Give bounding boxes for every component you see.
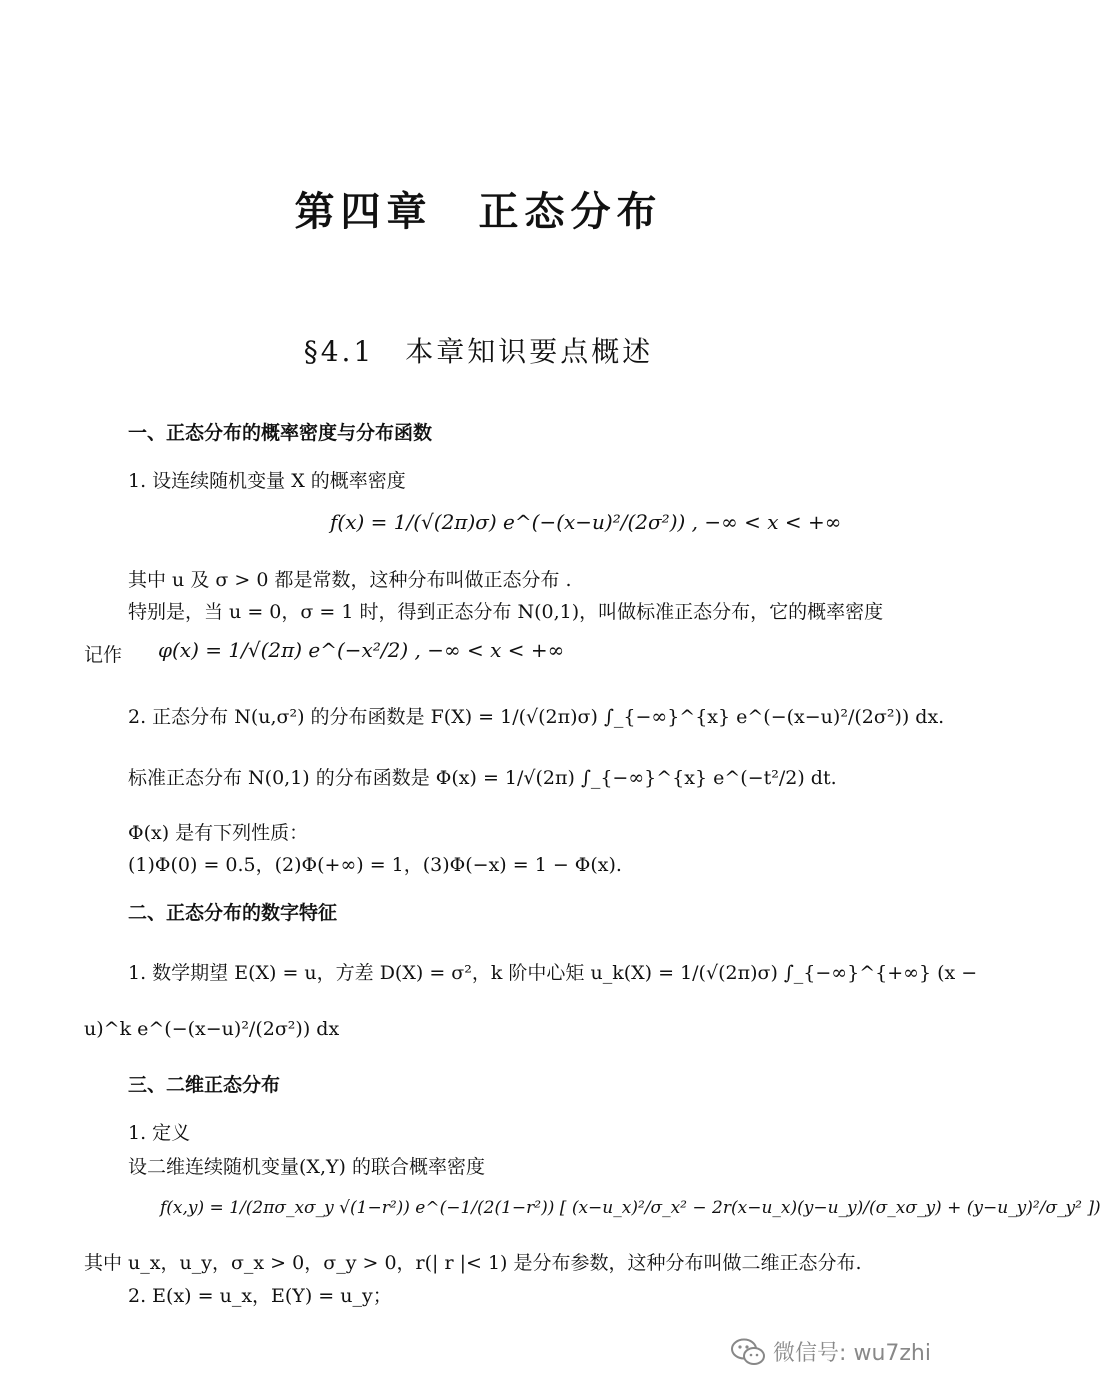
part2-item1-line2: u)^k e^(−(x−u)²/(2σ²)) dx — [84, 1018, 340, 1040]
std-cdf: 标准正态分布 N(0,1) 的分布函数是 Φ(x) = 1/√(2π) ∫_{−∞}^{x} e^(−t²/2) dt. — [128, 767, 837, 789]
part3-heading: 三、二维正态分布 — [128, 1074, 281, 1096]
std-density-formula: φ(x) = 1/√(2π) e^(−x²/2) , −∞ < x < +∞ — [158, 638, 565, 662]
watermark-text: 微信号: wu7zhi — [773, 1341, 931, 1366]
std-density-label: 记作 — [84, 644, 123, 666]
part2-item1-line1: 1. 数学期望 E(X) = u，方差 D(X) = σ²，k 阶中心矩 u_k(X) = 1/(√(2π)σ) ∫_{−∞}^{+∞} (x − — [128, 962, 978, 984]
properties-intro: Φ(x) 是有下列性质： — [128, 822, 309, 844]
part3-item2: 2. E(x) = u_x，E(Y) = u_y； — [128, 1285, 392, 1307]
wechat-icon — [731, 1338, 765, 1366]
part3-param-note: 其中 u_x，u_y，σ_x > 0，σ_y > 0，r(| r |< 1) 是分布参数，这种分布叫做二维正态分布. — [84, 1252, 862, 1274]
part1-item1-intro: 1. 设连续随机变量 X 的概率密度 — [128, 470, 406, 492]
section-title: §4.1 本章知识要点概述 — [303, 335, 654, 368]
part1-special-case: 特别是，当 u = 0，σ = 1 时，得到正态分布 N(0,1)，叫做标准正态分布，它的概率密度 — [128, 601, 884, 623]
part2-heading: 二、正态分布的数字特征 — [128, 902, 338, 924]
part1-param-note: 其中 u 及 σ > 0 都是常数，这种分布叫做正态分布 . — [128, 569, 572, 591]
watermark — [731, 1336, 931, 1367]
formula-density: f(x) = 1/(√(2π)σ) e^(−(x−u)²/(2σ²)) , −∞ < x < +∞ — [330, 510, 842, 534]
part3-item1-intro: 设二维连续随机变量(X,Y) 的联合概率密度 — [128, 1156, 485, 1178]
joint-density-formula: f(x,y) = 1/(2πσ_xσ_y √(1−r²)) e^(−1/(2(1−r²)) [ (x−u_x)²/σ_x² − 2r(x−u_x)(y−u_y)/(σ_xσ_y) + (y−u_y)²/σ_y² ]) — [160, 1198, 1101, 1218]
properties: (1)Φ(0) = 0.5，(2)Φ(+∞) = 1，(3)Φ(−x) = 1 − Φ(x). — [128, 854, 622, 876]
chapter-title: 第四章 正态分布 — [294, 189, 663, 235]
part1-heading: 一、正态分布的概率密度与分布函数 — [128, 422, 433, 444]
part1-item2: 2. 正态分布 N(u,σ²) 的分布函数是 F(X) = 1/(√(2π)σ) ∫_{−∞}^{x} e^(−(x−u)²/(2σ²)) dx. — [128, 706, 945, 728]
part3-item1-title: 1. 定义 — [128, 1122, 191, 1144]
